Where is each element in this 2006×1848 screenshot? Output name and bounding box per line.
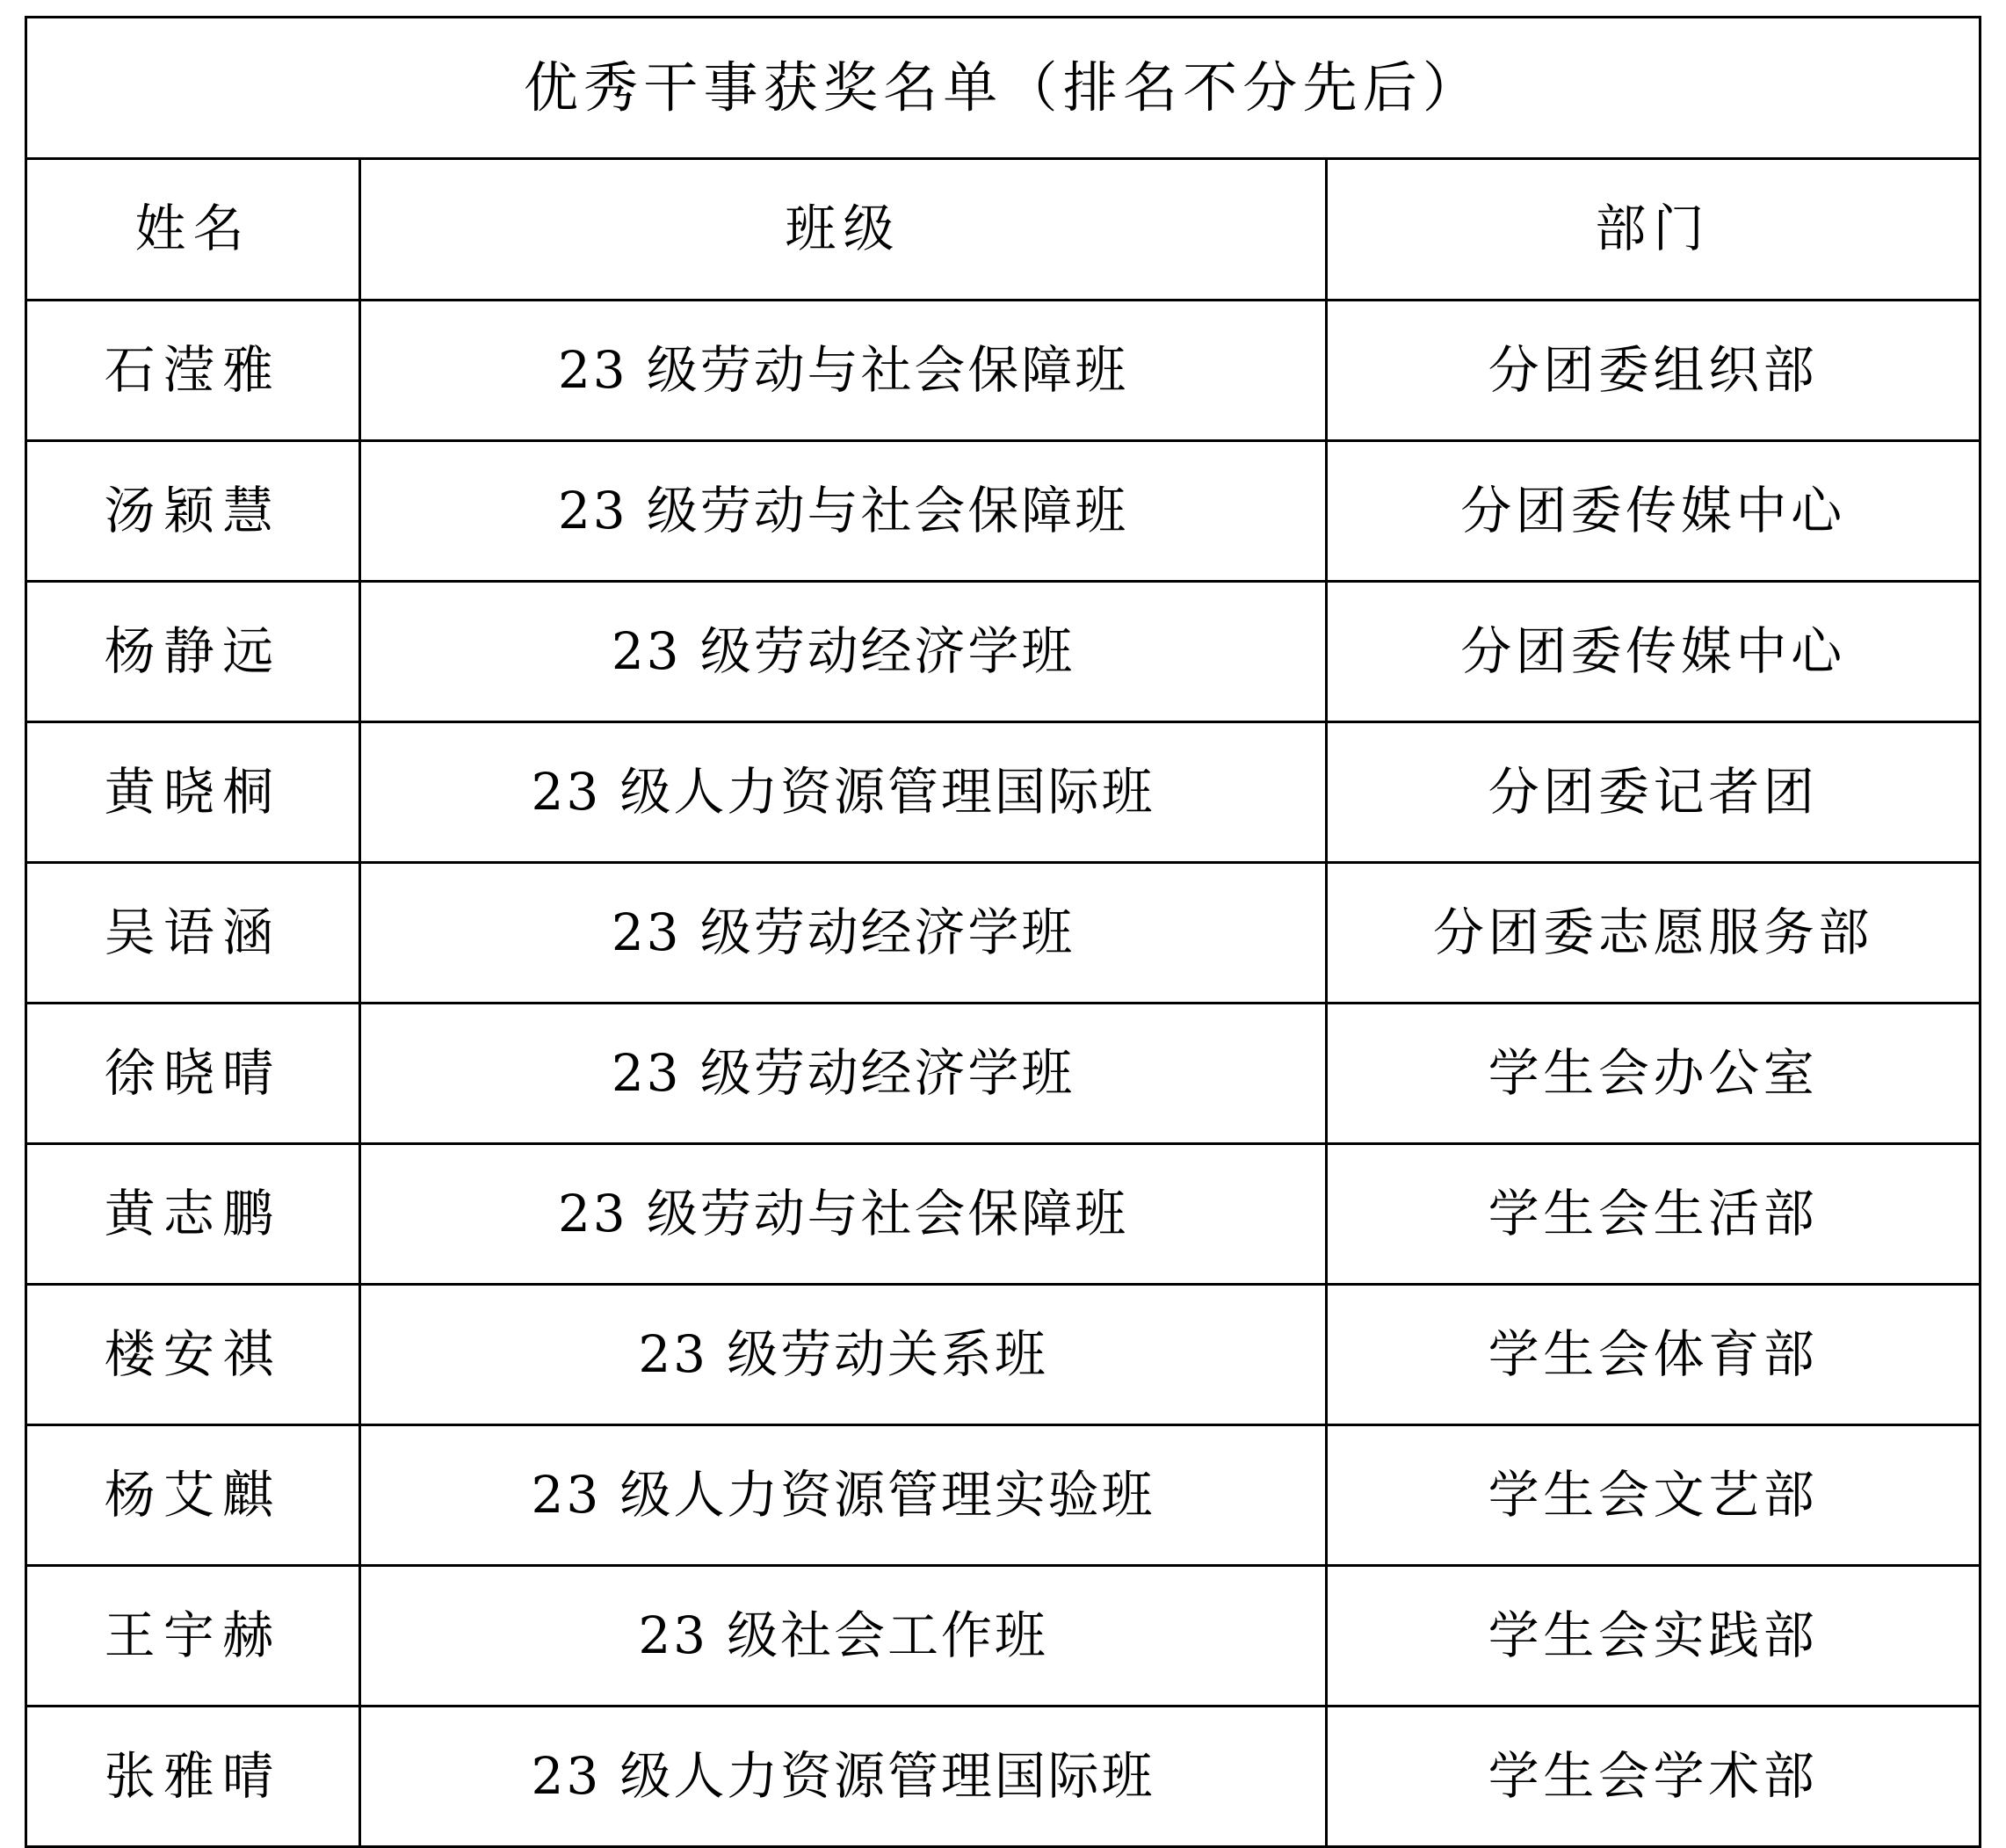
column-header-class: 班级: [360, 159, 1327, 301]
cell-dept: 分团委组织部: [1327, 301, 1981, 441]
cell-dept: 分团委志愿服务部: [1327, 863, 1981, 1004]
cell-name: 吴语涵: [26, 863, 360, 1004]
column-header-name: 姓名: [26, 159, 360, 301]
table-row: [26, 1566, 1981, 1707]
cell-dept: 学生会体育部: [1327, 1285, 1981, 1425]
table-header-row: [26, 159, 1981, 301]
column-header-dept: 部门: [1327, 159, 1981, 301]
cell-class: 23 级人力资源管理国际班: [360, 1707, 1327, 1847]
cell-dept: 分团委传媒中心: [1327, 441, 1981, 582]
cell-name: 杨静远: [26, 582, 360, 722]
cell-class: 23 级人力资源管理国际班: [360, 722, 1327, 863]
cell-class: 23 级劳动与社会保障班: [360, 1144, 1327, 1285]
cell-dept: 学生会生活部: [1327, 1144, 1981, 1285]
table-row: [26, 863, 1981, 1004]
cell-dept: 分团委记者团: [1327, 722, 1981, 863]
table-row: [26, 1004, 1981, 1144]
cell-name: 汤颖慧: [26, 441, 360, 582]
cell-class: 23 级劳动经济学班: [360, 1004, 1327, 1144]
cell-dept: 学生会文艺部: [1327, 1425, 1981, 1566]
cell-class: 23 级人力资源管理实验班: [360, 1425, 1327, 1566]
cell-class: 23 级社会工作班: [360, 1566, 1327, 1707]
table-row: [26, 1707, 1981, 1847]
page-title: 优秀干事获奖名单（排名不分先后）: [26, 18, 1981, 159]
cell-name: 杨艾麒: [26, 1425, 360, 1566]
table-title-row: [26, 18, 1981, 159]
cell-name: 黄志鹏: [26, 1144, 360, 1285]
cell-name: 徐晓晴: [26, 1004, 360, 1144]
cell-class: 23 级劳动与社会保障班: [360, 441, 1327, 582]
award-list-table: [25, 16, 1981, 1848]
cell-class: 23 级劳动与社会保障班: [360, 301, 1327, 441]
cell-class: 23 级劳动关系班: [360, 1285, 1327, 1425]
table-row: [26, 301, 1981, 441]
table-row: [26, 1425, 1981, 1566]
cell-name: 石滢雅: [26, 301, 360, 441]
cell-dept: 分团委传媒中心: [1327, 582, 1981, 722]
table-row: [26, 1144, 1981, 1285]
table-body: [26, 18, 1981, 1847]
table-row: [26, 1285, 1981, 1425]
cell-name: 黄晓桐: [26, 722, 360, 863]
cell-dept: 学生会办公室: [1327, 1004, 1981, 1144]
cell-name: 王宇赫: [26, 1566, 360, 1707]
cell-class: 23 级劳动经济学班: [360, 863, 1327, 1004]
cell-name: 楼安祺: [26, 1285, 360, 1425]
table-row: [26, 441, 1981, 582]
table-row: [26, 582, 1981, 722]
table-row: [26, 722, 1981, 863]
cell-name: 张雅晴: [26, 1707, 360, 1847]
cell-class: 23 级劳动经济学班: [360, 582, 1327, 722]
cell-dept: 学生会学术部: [1327, 1707, 1981, 1847]
cell-dept: 学生会实践部: [1327, 1566, 1981, 1707]
